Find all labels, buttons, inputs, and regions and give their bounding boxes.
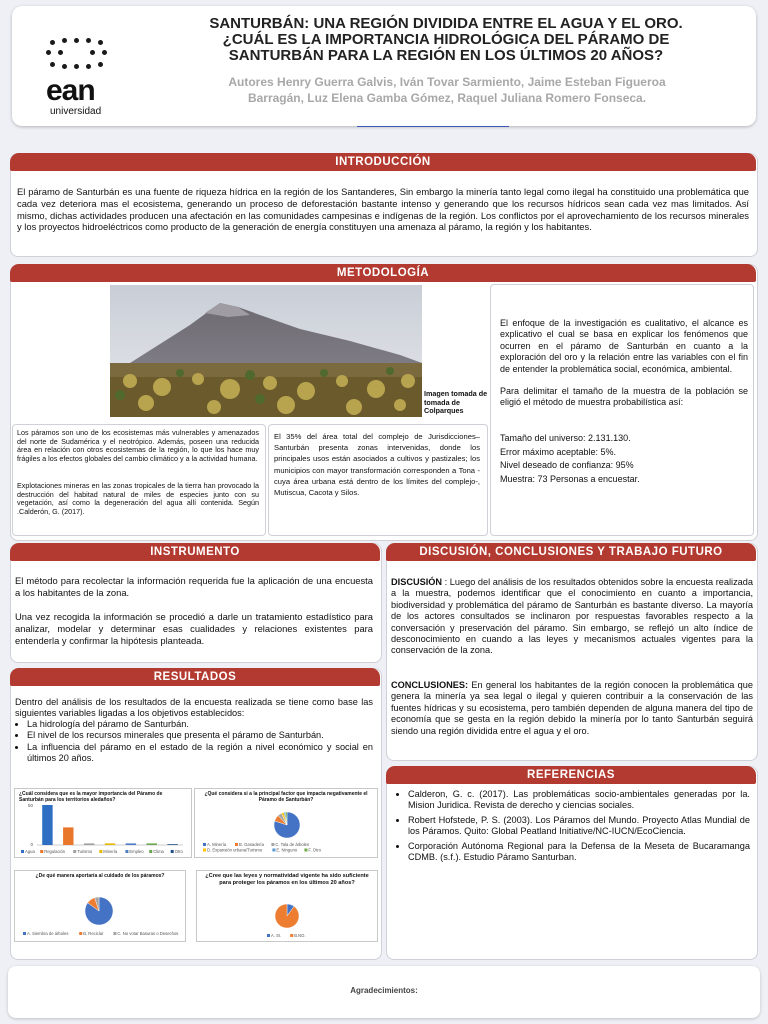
legend-swatch (203, 849, 206, 852)
enfoque-text: El enfoque de la investigación es cualitativo, el alcance es explicativo el cual se basa en explicar los fenómenos que ocurren en el páramo de Santurbán en cuanto a la exploración del oro y la relación entre las variables con el fin de entender la problemática social, económica, ambiental. (500, 318, 748, 374)
logo-subtitle: universidad (50, 106, 102, 117)
instrumento-heading: INSTRUMENTO (10, 543, 380, 561)
legend-label: Regulación (44, 849, 66, 854)
footer (8, 966, 760, 1018)
discusion-text: DISCUSIÓN : Luego del análisis de los resultados obtenidos sobre la encuesta realizada a la muestra, podemos identificar que el conocimiento en cuanto a importancia, biodiversidad y problemática del páramo de Santurbán es bastante diverso. La mayoría de los actores consultados se inclinaron por respuestas favorables respecto a la conversación y preservación del páramo. Sin embargo, se reflejó un alto índice de desconocimiento en cuando a las leyes y mecanismos actuales vigentes para la conservación de la zona. (391, 577, 753, 656)
authors: Autores Henry Guerra Galvis, Iván Tovar Sarmiento, Jaime Esteban Figueroa Barragán, Luz Elena Gamba Gómez, Raquel Juliana Romero Fonseca. (228, 75, 666, 105)
santurban-area-text: El 35% del área total del complejo de Jurisdicciones– Santurbán presenta zonas intervenidas, donde los principales usos están asociados a cultivos y pastizales; los municipios con mayor transformación corresponden a Tona -cuya área urbana está dentro de los límites del complejo-, Mutiscua, Cacota y Silos. (274, 432, 480, 498)
legend-label: E. Ninguno (276, 847, 298, 853)
bar-turismo (84, 843, 94, 845)
legend-swatch (271, 843, 274, 846)
instrumento-text-1: El método para recolectar la información requerida fue la aplicación de una encuesta a los habitantes de la zona. (15, 575, 373, 598)
legend-label: F. Otro (308, 847, 321, 853)
paramos-text-1: Los páramos son uno de los ecosistemas más vulnerables y amenazados del norte de Sudamérica y el neotrópico. Además, poseen una reducida área en relación con otros ecosistemas de la región, lo que los hace muy frágiles a los efectos globales del cambio climático y a la actividad humana. (17, 428, 259, 463)
chart-title: ¿Cree que las leyes y normatividad vigente ha sido suficiente para proteger los páramos en los últimos 20 años? (205, 873, 369, 886)
chart-cuidado (14, 870, 186, 942)
reference-item: • Robert Hofstede, P. S. (2003). Los Páramos del Mundo. Proyecto Atlas Mundial de los Páramos. Quito: Global Peatland Initiative/NC-IUCN/EcoCiencia. (408, 815, 750, 838)
chart-importancia (14, 788, 192, 858)
discusion-heading: DISCUSIÓN, CONCLUSIONES Y TRABAJO FUTURO (386, 543, 756, 561)
bar-otro (167, 844, 177, 845)
referencias-heading: REFERENCIAS (386, 766, 756, 784)
legend-label: Minería (103, 849, 118, 854)
resultados-item: • La influencia del páramo en el estado de la región a nivel económico y social en últimos 20 años. (27, 742, 373, 765)
poster-header (12, 6, 756, 126)
resultados-item: • La hidrología del páramo de Santurbán. (27, 719, 373, 730)
legend-label: Otro (174, 849, 183, 854)
metodologia-heading: METODOLOGÍA (10, 264, 756, 282)
intro-text: El páramo de Santurbán es una fuente de riqueza hídrica en la región de los Santanderes, Sin embargo la minería tanto legal como ilegal ha constituido una problemática que cada vez deteriora mas el ecosistema, generando un proceso de deforestación bastante intenso y generando que los recursos hídricos sean cada vez mas limitados. Así mismo, dichas actividades producen una afectación en las comunidades campesinas e indígenas de la región. Los conflictos por el aprovechamiento de los recursos minerales y los proyectos hidroeléctricos como producto de la generación de energía constituyen una amenaza al páramo, la región y los habitantes. (17, 186, 749, 233)
bar-clima (147, 843, 157, 845)
y-tick-label: 0 (30, 842, 33, 847)
bar-empleo (126, 843, 136, 845)
reference-item: • Calderon, G. c. (2017). Las problemáticas socio-ambientales generadas por la. Mision Juridica. Revista de derecho y ciencias sociales. (408, 789, 750, 812)
acknowledgements: Agradecimientos: (350, 986, 418, 995)
paramos-text-2: Explotaciones mineras en las zonas tropicales de la tierra han provocado la destrucción del habitad natural de miles de especies junto con su vegetación, así como la degeneración del agua allí contenida. Según .Calderón, G. (2017). (17, 481, 259, 516)
legend-label: B.NO. (294, 933, 306, 938)
legend-label: Agua (25, 849, 35, 854)
legend-swatch (99, 850, 102, 853)
legend-swatch (304, 849, 307, 852)
legend-swatch (79, 932, 82, 935)
muestra-stats: Tamaño del universo: 2.131.130. Error máximo aceptable: 5%. Nivel deseado de confianza: 95% Muestra: 73 Personas a encuestar. (500, 433, 640, 484)
pie-chart (195, 789, 377, 857)
legend-swatch (203, 843, 206, 846)
legend-label: A. Siembra de árboles (27, 931, 69, 936)
legend-label: Empleo (129, 849, 144, 854)
resultados-heading: RESULTADOS (10, 668, 380, 686)
legend-swatch (149, 850, 152, 853)
chart-factor (194, 788, 378, 858)
referencias-list (396, 789, 750, 866)
chart-title: ¿Qué considera si a la principal factor que impacta negativamente el Páramo de Santurbán? (204, 791, 368, 803)
conclusiones-text: CONCLUSIONES: En general los habitantes de la región conocen la problemática que genera la minería ya sea legal o ilegal y quieren contribuir a la conservación de las fuentes hídricas y su ecosistema, pero también dependen de alguna manera del tipo de economía que se gesta en la región debido la minería por lo tanto Santurbán seguirá siendo una región dividida entre el agua y el oro. (391, 680, 753, 736)
muestra-text: Para delimitar el tamaño de la muestra de la población se eligió el método de muestra probabilística así: (500, 386, 748, 408)
bar-chart (15, 789, 191, 857)
bar-regulación (63, 827, 73, 845)
legend-swatch (267, 934, 270, 937)
legend-label: A. SI. (271, 933, 282, 938)
bar-minería (105, 843, 115, 845)
resultados-list (15, 719, 373, 765)
legend-swatch (171, 850, 174, 853)
chart-title: ¿De qué manera aportaría al cuidado de los páramos? (35, 873, 165, 879)
bar-agua (42, 805, 52, 845)
logo-dots-icon (44, 36, 104, 76)
legend-label: B. Ganadería (239, 842, 264, 847)
legend-swatch (23, 932, 26, 935)
resultados-intro: Dentro del análisis de los resultados de la encuesta realizada se tiene como base las siguientes variables ligadas a los objetivos establecidos: (15, 697, 373, 719)
legend-label: B. Reciclar (83, 931, 104, 936)
legend-swatch (113, 932, 116, 935)
legend-label: Clima (153, 849, 164, 854)
paramo-photo (110, 285, 422, 417)
logo-text: ean (46, 74, 95, 107)
legend-label: D. Expansión urbana/Turismo (207, 847, 263, 853)
y-tick-label: 50 (27, 803, 33, 808)
legend-swatch (21, 850, 24, 853)
chart-leyes (196, 870, 378, 942)
title-underline (357, 126, 509, 127)
photo-caption: Imagen tomada de tomada de Colparques (424, 389, 488, 416)
poster-title: SANTURBÁN: UNA REGIÓN DIVIDIDA ENTRE EL AGUA Y EL ORO. ¿CUÁL ES LA IMPORTANCIA HIDROLÓGICA DEL PÁRAMO DE SANTURBÁN PARA LA REGIÓN EN LOS ÚLTIMOS 20 AÑOS? (209, 15, 683, 64)
resultados-item: • El nivel de los recursos minerales que presenta el páramo de Santurbán. (27, 730, 373, 741)
legend-swatch (125, 850, 128, 853)
legend-swatch (73, 850, 76, 853)
legend-swatch (290, 934, 293, 937)
chart-title: ¿Cuál considera que es la mayor importancia del Páramo de Santurbán para los territorios aledaños? (19, 791, 163, 803)
legend-label: C. No votar Basuras o Desechos (117, 931, 179, 936)
reference-item: • Corporación Autónoma Regional para la Defensa de la Meseta de Bucaramanga CDMB. (s.f.). Estudio Páramo Santurban. (408, 841, 750, 864)
pie-slice (275, 904, 299, 928)
ean-logo (34, 34, 114, 117)
intro-heading: INTRODUCCIÓN (10, 153, 756, 171)
pie-chart (197, 871, 377, 941)
legend-swatch (40, 850, 43, 853)
instrumento-text-2: Una vez recogida la información se procedió a darle un tratamiento estadístico para analizar, modelar y determinar esas cualidades y relaciones existentes para entenderla y confirmar la hipótesis planteada. (15, 611, 373, 646)
legend-label: Turismo (77, 849, 93, 854)
legend-label: C. Tala de árboles (275, 842, 310, 847)
legend-label: A. Minería (207, 842, 227, 847)
legend-swatch (272, 849, 275, 852)
legend-swatch (235, 843, 238, 846)
pie-chart (15, 871, 185, 941)
